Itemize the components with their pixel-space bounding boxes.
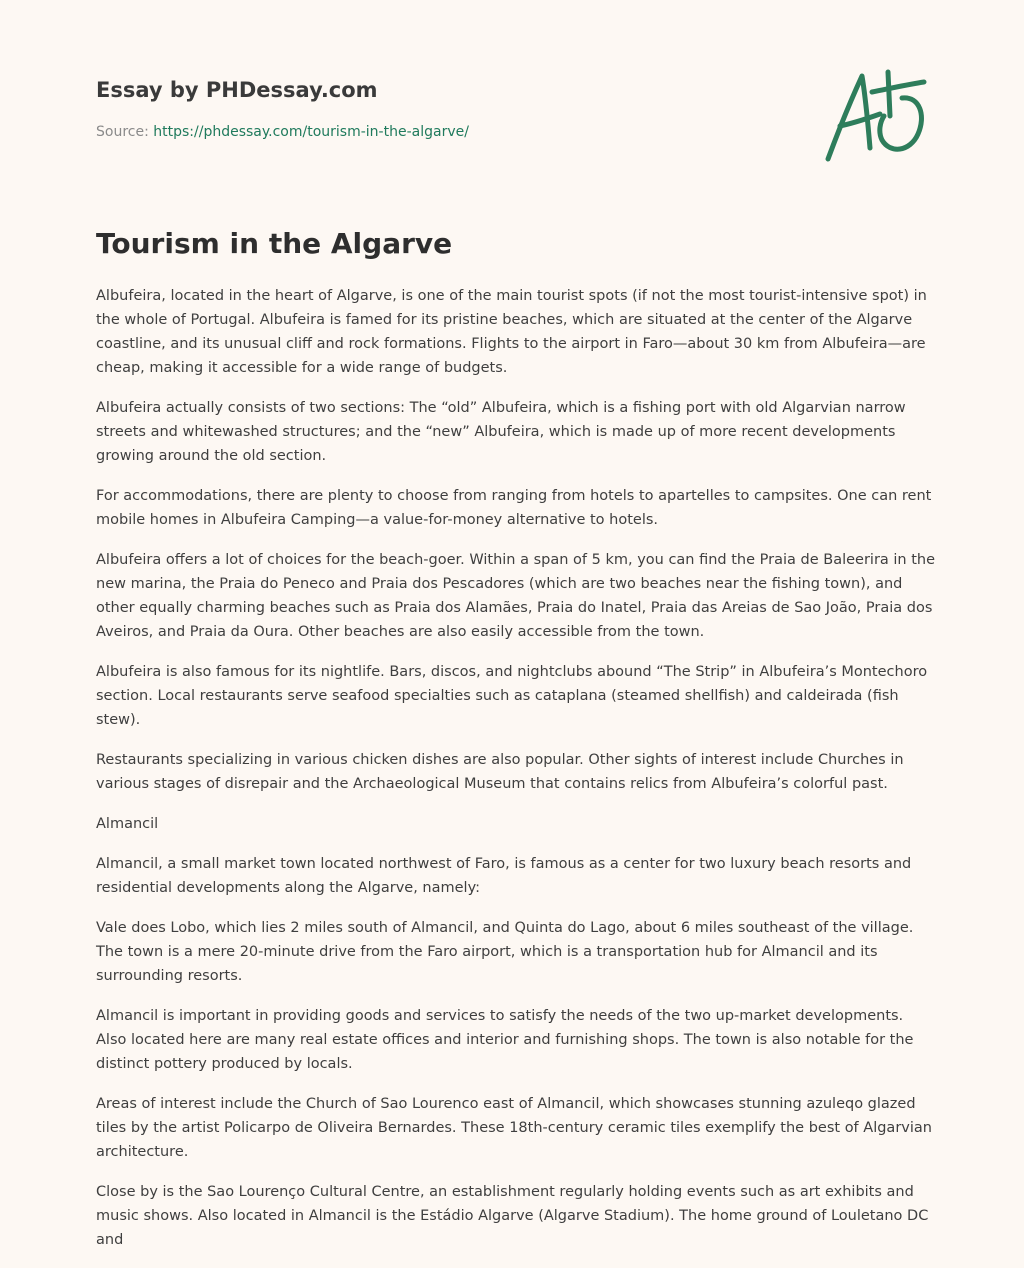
essay-paragraph: Close by is the Sao Lourenço Cultural Centre, an establishment regularly holding events such as art exhibits and music shows. Also located in Almancil is the Estádio Algarve (Algarve Stadium). The home ground of Louletano DC and [96,1184,929,1248]
source-line [96,121,936,143]
essay-paragraph: Areas of interest include the Church of Sao Lourenco east of Almancil, which showcases stunning azuleqo glazed tiles by the artist Policarpo de Oliveira Bernardes. These 18th-century ceramic tiles exemplify the best of Algarvian architecture. [96,1096,932,1160]
source-label: Source: [96,124,149,140]
essay-paragraph: Albufeira is also famous for its nightlife. Bars, discos, and nightclubs abound “The Strip” in Albufeira’s Montechoro section. Local restaurants serve seafood specialties such as cataplana (steamed shellfish) and caldeirada (fish stew). [96,664,928,728]
essay-body [96,284,936,1268]
essay-paragraph: Albufeira, located in the heart of Algarve, is one of the main tourist spots (if not the most tourist-intensive spot) in the whole of Portugal. Albufeira is famed for its pristine beaches, which are situated at the center of the Algarve coastline, and its unusual cliff and rock formations. Flights to the airport in Faro—about 30 km from Albufeira—are cheap, making it accessible for a wide range of budgets. [96,288,927,376]
essay-paragraph: Albufeira offers a lot of choices for the beach-goer. Within a span of 5 km, you can find the Praia de Baleerira in the new marina, the Praia do Peneco and Praia dos Pescadores (which are two beaches near the fishing town), and other equally charming beaches such as Praia dos Alamães, Praia do Inatel, Praia das Areias de Sao João, Praia dos Aveiros, and Praia da Oura. Other beaches are also easily accessible from the town. [96,552,936,640]
essay-paragraph: Almancil, a small market town located northwest of Faro, is famous as a center for two luxury beach resorts and residential developments along the Algarve, namely: [96,856,912,896]
essay-paragraph: Vale does Lobo, which lies 2 miles south of Almancil, and Quinta do Lago, about 6 miles southeast of the village. The town is a mere 20-minute drive from the Faro airport, which is a transportation hub for Almancil and its surrounding resorts. [96,920,914,984]
a-plus-icon [822,66,932,166]
essay-title: Tourism in the Algarve [96,227,453,260]
essay-paragraph: For accommodations, there are plenty to choose from ranging from hotels to apartelles to campsites. One can rent mobile homes in Albufeira Camping—a value-for-money alternative to hotels. [96,488,932,528]
essay-header [96,75,936,143]
source-link[interactable]: https://phdessay.com/tourism-in-the-algarve/ [153,124,469,140]
brand-title: Essay by PHDessay.com [96,78,378,102]
essay-paragraph: Almancil is important in providing goods and services to satisfy the needs of the two up-market developments. Also located here are many real estate offices and interior and furnishing shops. The town is also notable for the distinct pottery produced by locals. [96,1008,914,1072]
essay-paragraph: Albufeira actually consists of two sections: The “old” Albufeira, which is a fishing port with old Algarvian narrow streets and whitewashed structures; and the “new” Albufeira, which is made up of more recent developments growing around the old section. [96,400,906,464]
essay-paragraph: Restaurants specializing in various chicken dishes are also popular. Other sights of interest include Churches in various stages of disrepair and the Archaeological Museum that contains relics from Albufeira’s colorful past. [96,752,904,792]
section-heading-almancil: Almancil [96,816,159,832]
